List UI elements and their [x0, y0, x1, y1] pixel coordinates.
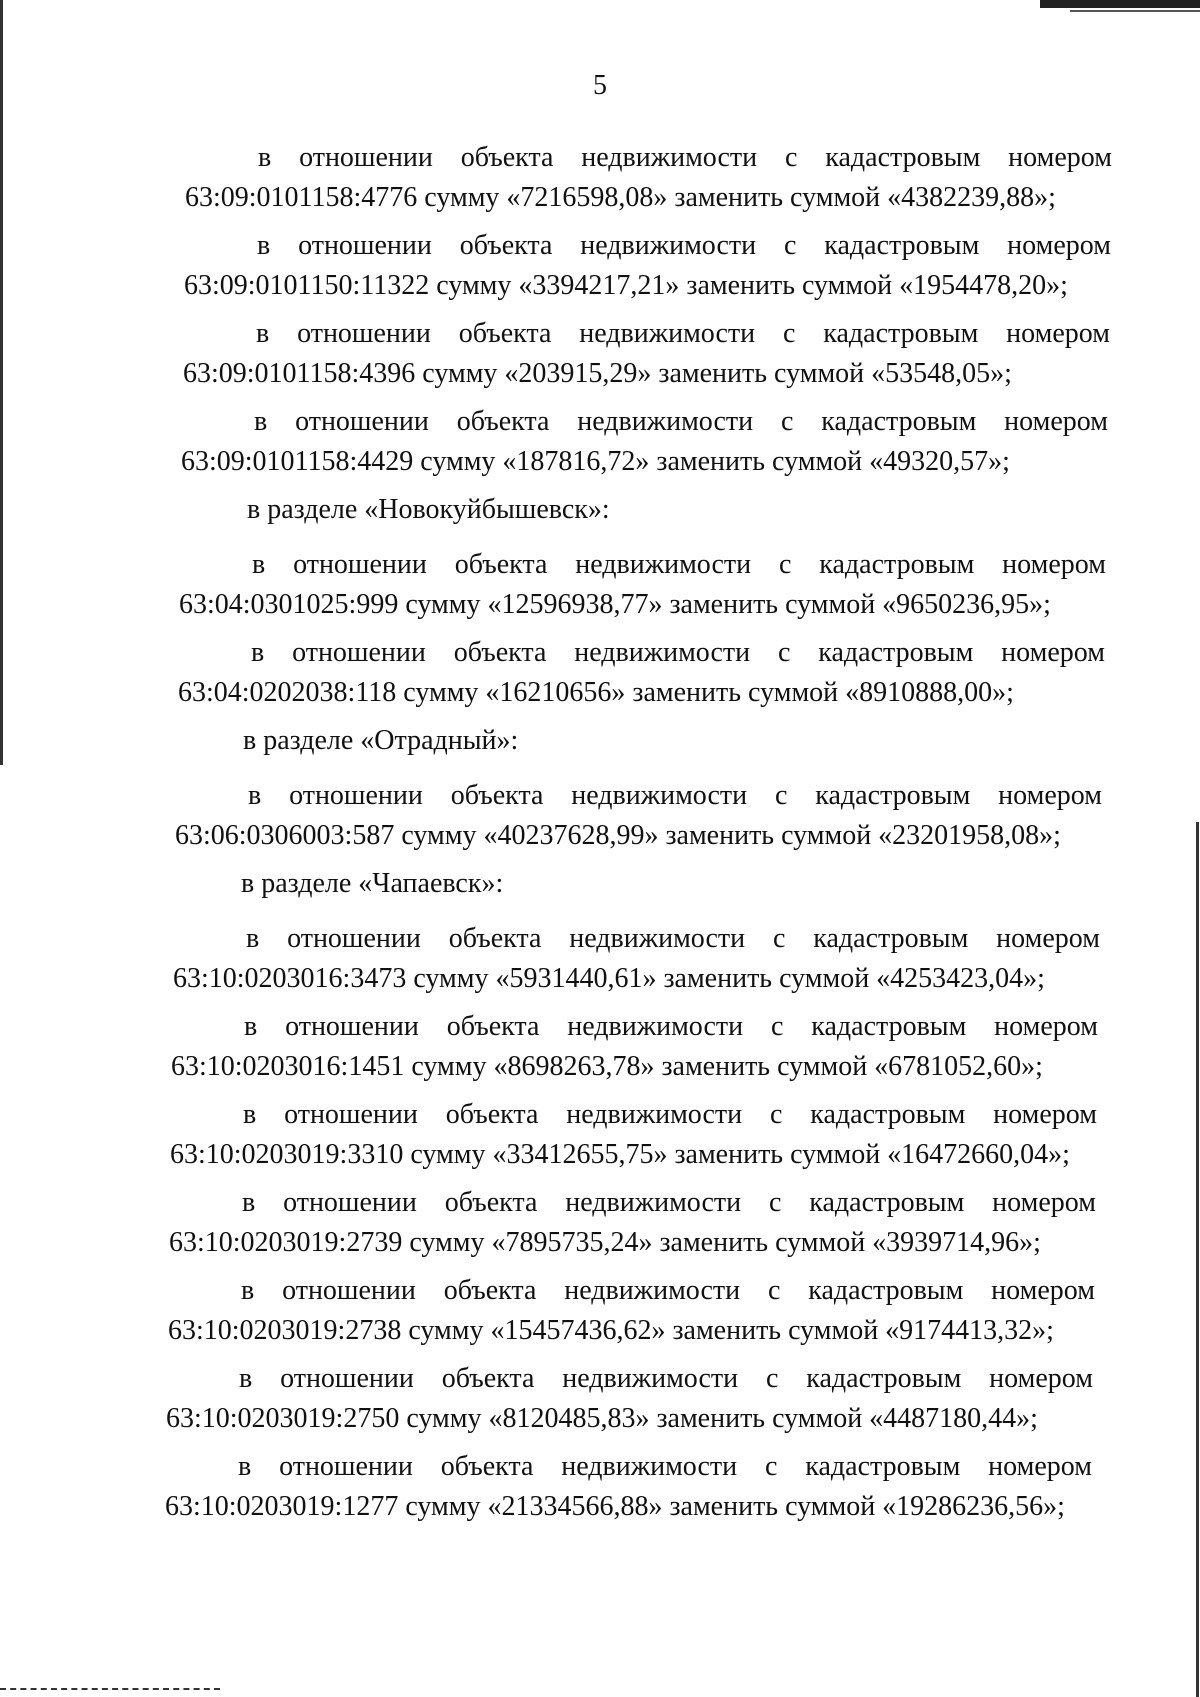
word: номером	[1004, 406, 1108, 437]
word: кадастровым	[821, 406, 977, 437]
word: объекта	[441, 1363, 535, 1394]
paragraph-first-line	[0, 776, 1200, 816]
word: номером	[1008, 142, 1112, 173]
paragraph-first-line	[0, 226, 1200, 266]
scan-edge-mark	[1040, 0, 1200, 8]
paragraph-second-line: 63:10:0203016:3473 сумму «5931440,61» заменить суммой «4253423,04»;	[173, 963, 1045, 994]
word: номером	[996, 923, 1100, 954]
paragraph-first-line	[0, 1095, 1200, 1135]
word: кадастровым	[808, 1275, 964, 1306]
paragraph-first-line	[0, 1359, 1200, 1399]
word: недвижимости	[567, 1011, 744, 1042]
word: недвижимости	[580, 230, 757, 261]
word: в	[257, 230, 271, 261]
word: недвижимости	[575, 549, 752, 580]
word: с	[779, 549, 792, 580]
word: кадастровым	[823, 318, 979, 349]
replacement-paragraph	[0, 402, 1200, 490]
paragraph-first-line	[0, 545, 1200, 585]
word: отношении	[279, 1451, 413, 1482]
paragraph-first-line	[0, 314, 1200, 354]
word: с	[785, 142, 798, 173]
word: объекта	[448, 923, 542, 954]
word: объекта	[460, 142, 554, 173]
replacement-paragraph	[0, 919, 1200, 1007]
word: с	[783, 318, 796, 349]
word: объекта	[444, 1187, 538, 1218]
replacement-paragraph	[0, 1271, 1200, 1359]
word: номером	[994, 1011, 1098, 1042]
paragraph-first-line	[0, 1007, 1200, 1047]
word: недвижимости	[562, 1363, 739, 1394]
word: кадастровым	[815, 780, 971, 811]
word: отношении	[295, 406, 429, 437]
word: номером	[991, 1275, 1095, 1306]
word: отношении	[292, 637, 426, 668]
replacement-paragraph	[0, 545, 1200, 633]
replacement-paragraph	[0, 1007, 1200, 1095]
word: кадастровым	[824, 230, 980, 261]
word: в	[243, 1099, 257, 1130]
word: отношении	[293, 549, 427, 580]
paragraph-second-line: 63:04:0301025:999 сумму «12596938,77» заменить суммой «9650236,95»;	[179, 589, 1051, 620]
word: с	[768, 1275, 781, 1306]
word: объекта	[446, 1011, 540, 1042]
word: кадастровым	[825, 142, 981, 173]
word: кадастровым	[813, 923, 969, 954]
word: номером	[989, 1363, 1093, 1394]
replacement-paragraph	[0, 138, 1200, 226]
page-number: 5	[593, 70, 607, 101]
paragraph-second-line: 63:10:0203019:3310 сумму «33412655,75» заменить суммой «16472660,04»;	[170, 1139, 1070, 1170]
paragraph-second-line: 63:04:0202038:118 сумму «16210656» заменить суммой «8910888,00»;	[178, 677, 1014, 708]
section-heading: в разделе «Чапаевск»:	[241, 868, 504, 899]
replacement-paragraph	[0, 633, 1200, 721]
section-heading: в разделе «Отрадный»:	[243, 725, 519, 756]
word: недвижимости	[569, 923, 746, 954]
replacement-paragraph	[0, 314, 1200, 402]
paragraph-first-line	[0, 138, 1200, 178]
word: в	[239, 1363, 253, 1394]
word: недвижимости	[574, 637, 751, 668]
word: отношении	[299, 142, 433, 173]
word: недвижимости	[561, 1451, 738, 1482]
word: с	[784, 230, 797, 261]
word: номером	[1007, 230, 1111, 261]
word: с	[765, 1451, 778, 1482]
paragraph-second-line: 63:09:0101158:4429 сумму «187816,72» заменить суммой «49320,57»;	[181, 446, 1010, 477]
word: объекта	[456, 406, 550, 437]
scan-edge-mark	[1070, 10, 1200, 12]
word: с	[775, 780, 788, 811]
word: номером	[993, 1099, 1097, 1130]
word: в	[242, 1187, 256, 1218]
word: в	[241, 1275, 255, 1306]
replacement-paragraph	[0, 1095, 1200, 1183]
paragraph-second-line: 63:10:0203019:2739 сумму «7895735,24» заменить суммой «3939714,96»;	[169, 1227, 1041, 1258]
word: кадастровым	[809, 1187, 965, 1218]
word: отношении	[284, 1099, 418, 1130]
word: отношении	[280, 1363, 414, 1394]
word: номером	[992, 1187, 1096, 1218]
paragraph-first-line	[0, 633, 1200, 673]
word: отношении	[283, 1187, 417, 1218]
scan-edge-line	[0, 1688, 220, 1690]
word: объекта	[454, 549, 548, 580]
word: кадастровым	[819, 549, 975, 580]
word: в	[254, 406, 268, 437]
replacement-paragraph	[0, 776, 1200, 864]
paragraph-second-line: 63:10:0203019:2750 сумму «8120485,83» заменить суммой «4487180,44»;	[166, 1403, 1038, 1434]
word: в	[258, 142, 272, 173]
word: отношении	[298, 230, 432, 261]
word: объекта	[443, 1275, 537, 1306]
paragraph-second-line: 63:09:0101158:4396 сумму «203915,29» заменить суммой «53548,05»;	[183, 358, 1012, 389]
word: с	[766, 1363, 779, 1394]
paragraph-first-line	[0, 402, 1200, 442]
paragraph-second-line: 63:06:0306003:587 сумму «40237628,99» заменить суммой «23201958,08»;	[175, 820, 1061, 851]
word: номером	[1006, 318, 1110, 349]
replacement-paragraph	[0, 1447, 1200, 1535]
paragraph-first-line	[0, 1271, 1200, 1311]
replacement-paragraph	[0, 226, 1200, 314]
paragraph-second-line: 63:10:0203016:1451 сумму «8698263,78» заменить суммой «6781052,60»;	[171, 1051, 1043, 1082]
paragraph-second-line: 63:09:0101158:4776 сумму «7216598,08» заменить суммой «4382239,88»;	[185, 182, 1056, 213]
word: в	[252, 549, 266, 580]
word: объекта	[458, 318, 552, 349]
word: недвижимости	[579, 318, 756, 349]
word: кадастровым	[805, 1451, 961, 1482]
word: в	[248, 780, 262, 811]
word: объекта	[453, 637, 547, 668]
word: недвижимости	[566, 1099, 743, 1130]
paragraph-first-line	[0, 919, 1200, 959]
paragraph-second-line: 63:10:0203019:2738 сумму «15457436,62» заменить суммой «9174413,32»;	[168, 1315, 1054, 1346]
word: с	[770, 1099, 783, 1130]
word: недвижимости	[581, 142, 758, 173]
paragraph-first-line	[0, 1447, 1200, 1487]
paragraph-second-line: 63:09:0101150:11322 сумму «3394217,21» заменить суммой «1954478,20»;	[184, 270, 1068, 301]
section-heading: в разделе «Новокуйбышевск»:	[247, 494, 610, 525]
word: в	[238, 1451, 252, 1482]
word: с	[769, 1187, 782, 1218]
replacement-paragraph	[0, 1183, 1200, 1271]
word: объекта	[440, 1451, 534, 1482]
word: объекта	[445, 1099, 539, 1130]
word: недвижимости	[564, 1275, 741, 1306]
word: с	[778, 637, 791, 668]
word: недвижимости	[565, 1187, 742, 1218]
word: номером	[998, 780, 1102, 811]
word: с	[771, 1011, 784, 1042]
word: недвижимости	[577, 406, 754, 437]
word: в	[251, 637, 265, 668]
word: объекта	[450, 780, 544, 811]
paragraph-first-line	[0, 1183, 1200, 1223]
word: в	[244, 1011, 258, 1042]
document-body	[0, 138, 1200, 1535]
word: недвижимости	[571, 780, 748, 811]
word: номером	[1001, 637, 1105, 668]
word: кадастровым	[806, 1363, 962, 1394]
replacement-paragraph	[0, 1359, 1200, 1447]
word: номером	[988, 1451, 1092, 1482]
word: номером	[1002, 549, 1106, 580]
word: отношении	[287, 923, 421, 954]
word: отношении	[297, 318, 431, 349]
word: отношении	[282, 1275, 416, 1306]
paragraph-second-line: 63:10:0203019:1277 сумму «21334566,88» заменить суммой «19286236,56»;	[165, 1491, 1065, 1522]
word: с	[781, 406, 794, 437]
word: кадастровым	[811, 1011, 967, 1042]
word: кадастровым	[818, 637, 974, 668]
word: в	[256, 318, 270, 349]
word: отношении	[285, 1011, 419, 1042]
word: кадастровым	[810, 1099, 966, 1130]
word: в	[246, 923, 260, 954]
word: объекта	[459, 230, 553, 261]
word: с	[773, 923, 786, 954]
word: отношении	[289, 780, 423, 811]
